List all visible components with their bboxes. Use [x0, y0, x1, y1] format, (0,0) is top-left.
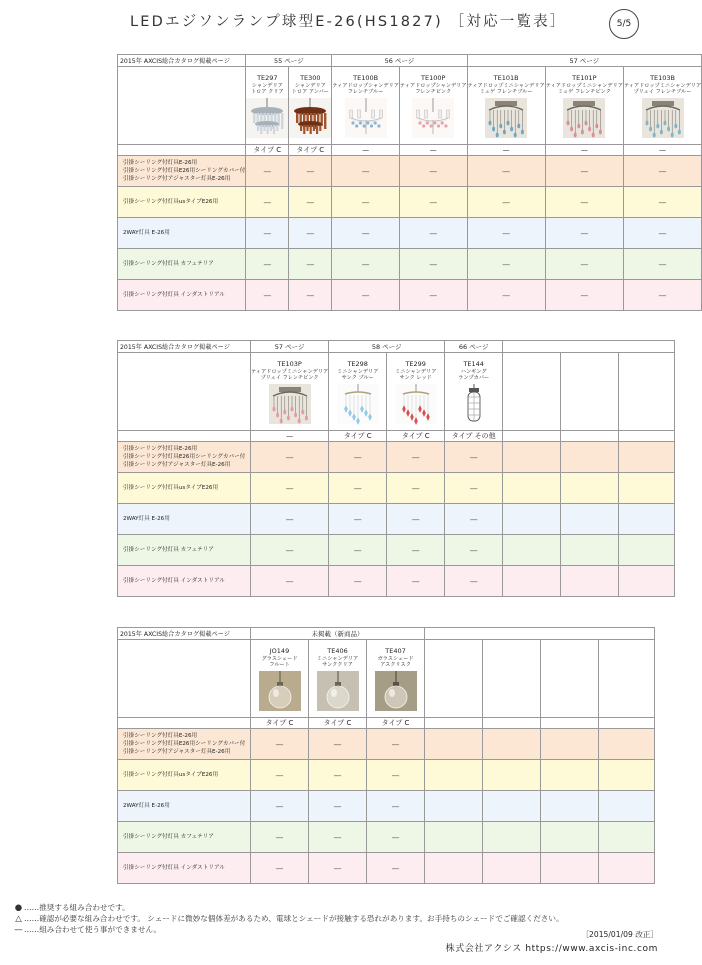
- compatibility-mark: —: [467, 280, 545, 311]
- compatibility-mark: [561, 504, 619, 535]
- product-cell: [599, 640, 655, 718]
- triangle-icon: △: [15, 914, 22, 924]
- compatibility-mark: —: [367, 729, 425, 760]
- product-name: ミュゲ フレンチピンク: [557, 89, 611, 96]
- legend-text: ……組み合わせて使う事ができません。: [24, 925, 162, 934]
- product-name: グラスシェード: [261, 655, 298, 662]
- legend-text: ……確認が必要な組み合わせです。 シェードに微妙な個体差があるため、電球とシェードが接触する恐れがあります。お手持ちのシェードでご確認ください。: [24, 914, 564, 923]
- company-line: 株式会社アクシス https://www.axcis-inc.com: [445, 944, 658, 954]
- product-cell: [561, 353, 619, 431]
- mini-chandelier-pink-icon: [563, 98, 605, 138]
- compatibility-mark: —: [399, 187, 467, 218]
- page-title: LEDエジソンランプ球型E-26(HS1827) ［対応一覧表］: [130, 14, 567, 30]
- compatibility-mark: —: [289, 218, 332, 249]
- compatibility-mark: [561, 442, 619, 473]
- teardrop-chandelier-blue-icon: [345, 98, 387, 138]
- product-cell: [623, 67, 701, 145]
- compatibility-mark: —: [399, 249, 467, 280]
- product-code: TE100B: [353, 74, 379, 83]
- compatibility-mark: —: [309, 760, 367, 791]
- compatibility-mark: —: [367, 760, 425, 791]
- mini-chandelier-cinq-clear-icon: [317, 671, 359, 711]
- fixture-condition-label: [118, 853, 251, 884]
- product-type: —: [623, 145, 701, 156]
- condition-line: 引掛シーリング付アジャスター灯具E-26用: [123, 176, 231, 182]
- compatibility-mark: [599, 760, 655, 791]
- compatibility-mark: —: [329, 442, 387, 473]
- compatibility-mark: —: [399, 218, 467, 249]
- product-type: [541, 718, 599, 729]
- product-cell: [332, 67, 400, 145]
- legend-recommended: [13, 902, 130, 913]
- compatibility-mark: —: [445, 535, 503, 566]
- chandelier-clear-icon: [246, 98, 288, 138]
- product-cell: [425, 640, 483, 718]
- product-code: TE144: [463, 360, 484, 369]
- compatibility-mark: —: [329, 473, 387, 504]
- product-cell: [545, 67, 623, 145]
- compatibility-mark: [425, 791, 483, 822]
- compatibility-mark: —: [445, 566, 503, 597]
- compatibility-mark: [599, 822, 655, 853]
- fixture-condition-label: [118, 791, 251, 822]
- compatibility-mark: —: [329, 504, 387, 535]
- hanging-lamp-cover-icon: [453, 384, 495, 424]
- compatibility-mark: —: [445, 473, 503, 504]
- condition-line: 2WAY灯具 E-26用: [123, 230, 170, 236]
- compatibility-mark: —: [251, 442, 329, 473]
- type-header-blank: [118, 145, 246, 156]
- compatibility-mark: —: [329, 566, 387, 597]
- catalog-page-group: 55 ページ: [246, 55, 332, 67]
- condition-line: 引掛シーリング付灯具E26用シーリングカバー付: [123, 741, 246, 747]
- glass-shade-flute-icon: [259, 671, 301, 711]
- product-name: フレンチブルー: [347, 89, 384, 96]
- condition-line: 引掛シーリング付アジャスター灯具E-26用: [123, 462, 231, 468]
- compatibility-mark: [425, 853, 483, 884]
- product-cell: [445, 353, 503, 431]
- product-type: タイプ C: [367, 718, 425, 729]
- product-type: タイプ C: [289, 145, 332, 156]
- product-type: —: [399, 145, 467, 156]
- compatibility-mark: —: [467, 218, 545, 249]
- product-code: TE407: [385, 647, 406, 656]
- product-cell: [399, 67, 467, 145]
- compatibility-mark: —: [545, 249, 623, 280]
- condition-line: 2WAY灯具 E-26用: [123, 803, 170, 809]
- compatibility-mark: —: [387, 504, 445, 535]
- product-code: TE300: [300, 74, 321, 83]
- product-name: ミニシャンデリア: [316, 655, 359, 662]
- compatibility-mark: —: [246, 156, 289, 187]
- legend-not-usable: [13, 924, 161, 935]
- compatibility-mark: —: [332, 156, 400, 187]
- product-type: [425, 718, 483, 729]
- condition-line: 2WAY灯具 E-26用: [123, 516, 170, 522]
- product-cell: [367, 640, 425, 718]
- compatibility-table-3: [117, 627, 655, 884]
- compatibility-mark: —: [251, 504, 329, 535]
- product-name: フレンチピンク: [415, 89, 452, 96]
- product-cell: [309, 640, 367, 718]
- condition-line: 引掛シーリング付灯具 カフェテリア: [123, 261, 214, 267]
- compatibility-mark: —: [387, 566, 445, 597]
- product-name: プリュイ フレンチブルー: [633, 89, 692, 96]
- compatibility-mark: [599, 729, 655, 760]
- legend-check-needed: [13, 913, 564, 924]
- mini-chandelier-cinq-red-icon: [395, 384, 437, 424]
- fixture-condition-label: [118, 760, 251, 791]
- fixture-condition-label: [118, 822, 251, 853]
- product-name: ティアドロップシャンデリア: [399, 82, 467, 89]
- catalog-page-group: 66 ページ: [445, 341, 503, 353]
- product-code: TE299: [405, 360, 426, 369]
- product-name: シャンデリア: [294, 82, 326, 89]
- product-type: —: [545, 145, 623, 156]
- compatibility-mark: —: [289, 280, 332, 311]
- fixture-condition-label: [118, 218, 246, 249]
- compatibility-mark: [619, 566, 675, 597]
- compatibility-mark: [619, 504, 675, 535]
- condition-line: 引掛シーリング付灯具 カフェテリア: [123, 547, 214, 553]
- compatibility-mark: —: [387, 442, 445, 473]
- chandelier-amber-icon: [289, 98, 331, 138]
- product-type: タイプ C: [309, 718, 367, 729]
- compatibility-mark: —: [367, 791, 425, 822]
- product-name: ティアドロップミニシャンデリア: [623, 82, 702, 89]
- product-code: TE101P: [572, 74, 597, 83]
- product-cell: [329, 353, 387, 431]
- product-cell: [289, 67, 332, 145]
- product-cell: [387, 353, 445, 431]
- compatibility-mark: —: [623, 156, 701, 187]
- fixture-condition-label: [118, 504, 251, 535]
- type-header-blank: [118, 431, 251, 442]
- compatibility-mark: —: [246, 187, 289, 218]
- compatibility-mark: —: [246, 218, 289, 249]
- pluie-chandelier-pink-icon: [269, 384, 311, 424]
- product-code: TE103P: [277, 360, 302, 369]
- product-name: ティアドロップミニシャンデリア: [467, 82, 545, 89]
- product-name: ミュゲ フレンチブルー: [479, 89, 533, 96]
- product-name: ランプカバー: [458, 375, 490, 382]
- compatibility-mark: [599, 791, 655, 822]
- condition-line: 引掛シーリング付灯具 インダストリアル: [123, 865, 225, 871]
- compatibility-mark: —: [251, 535, 329, 566]
- compatibility-mark: —: [309, 791, 367, 822]
- compatibility-mark: [483, 729, 541, 760]
- compatibility-mark: —: [251, 473, 329, 504]
- compatibility-mark: —: [246, 280, 289, 311]
- product-name: プリュイ フレンチピンク: [260, 375, 319, 382]
- compatibility-mark: —: [332, 249, 400, 280]
- catalog-page-group: 57 ページ: [467, 55, 702, 67]
- compatibility-mark: —: [623, 280, 701, 311]
- compatibility-mark: —: [367, 822, 425, 853]
- condition-line: 引掛シーリング付灯具usタイプE26用: [123, 772, 219, 778]
- compatibility-mark: —: [289, 156, 332, 187]
- compatibility-mark: [483, 853, 541, 884]
- compatibility-mark: [425, 760, 483, 791]
- compatibility-mark: [541, 822, 599, 853]
- compatibility-mark: [541, 791, 599, 822]
- compatibility-mark: [483, 791, 541, 822]
- product-cell: [541, 640, 599, 718]
- compatibility-mark: —: [467, 249, 545, 280]
- product-name: サンク ブルー: [341, 375, 374, 382]
- product-type: タイプ C: [329, 431, 387, 442]
- condition-line: 引掛シーリング付灯具 インダストリアル: [123, 578, 225, 584]
- compatibility-mark: —: [399, 280, 467, 311]
- product-name: フルート: [269, 662, 290, 669]
- product-type: —: [332, 145, 400, 156]
- product-type: [599, 718, 655, 729]
- product-code: TE101B: [493, 74, 519, 83]
- catalog-page-group: 58 ページ: [329, 341, 445, 353]
- item-header-blank: [118, 640, 251, 718]
- condition-line: 引掛シーリング付灯具E26用シーリングカバー付: [123, 454, 246, 460]
- catalog-page-group: [425, 628, 655, 640]
- compatibility-mark: —: [289, 249, 332, 280]
- product-type: [561, 431, 619, 442]
- catalog-page-group: [503, 341, 675, 353]
- product-name: ティアドロップミニシャンデリア: [545, 82, 623, 89]
- condition-line: 引掛シーリング付灯具usタイプE26用: [123, 485, 219, 491]
- product-cell: [503, 353, 561, 431]
- product-name: シャンデリア: [251, 82, 283, 89]
- compatibility-mark: —: [251, 791, 309, 822]
- compatibility-mark: —: [332, 218, 400, 249]
- pluie-chandelier-blue-icon: [642, 98, 684, 138]
- compatibility-mark: [425, 729, 483, 760]
- catalog-page-group: 57 ページ: [251, 341, 329, 353]
- compatibility-mark: [425, 822, 483, 853]
- product-type: [483, 718, 541, 729]
- compatibility-mark: [561, 566, 619, 597]
- product-cell: [467, 67, 545, 145]
- product-type: [503, 431, 561, 442]
- compatibility-mark: —: [623, 218, 701, 249]
- product-cell: [251, 353, 329, 431]
- compatibility-mark: —: [309, 853, 367, 884]
- filled-circle-icon: ●: [14, 903, 23, 913]
- compatibility-mark: —: [251, 822, 309, 853]
- product-name: ティアドロップシャンデリア: [332, 82, 399, 89]
- product-code: TE406: [327, 647, 348, 656]
- product-code: TE297: [257, 74, 278, 83]
- compatibility-mark: —: [545, 156, 623, 187]
- compatibility-mark: —: [445, 504, 503, 535]
- compatibility-mark: [503, 473, 561, 504]
- product-name: サンク レッド: [399, 375, 432, 382]
- compatibility-mark: —: [309, 822, 367, 853]
- compatibility-mark: —: [387, 473, 445, 504]
- product-type: タイプ C: [251, 718, 309, 729]
- compatibility-mark: —: [623, 249, 701, 280]
- page-number-badge: 5/5: [609, 9, 639, 39]
- condition-line: 引掛シーリング付アジャスター灯具E-26用: [123, 749, 231, 755]
- condition-line: 引掛シーリング付灯具E-26用: [123, 446, 198, 452]
- compatibility-mark: [541, 729, 599, 760]
- compatibility-mark: [503, 504, 561, 535]
- compatibility-mark: —: [251, 729, 309, 760]
- product-name: ハンギング: [460, 368, 487, 375]
- fixture-condition-label: [118, 156, 246, 187]
- catalog-page-group: 56 ページ: [332, 55, 467, 67]
- product-name: ミニシャンデリア: [395, 368, 437, 375]
- compatibility-mark: —: [289, 187, 332, 218]
- catalog-page-label: 2015年 AXCIS総合カタログ掲載ページ: [118, 55, 246, 67]
- product-type: タイプ C: [387, 431, 445, 442]
- compatibility-mark: [503, 566, 561, 597]
- fixture-condition-label: [118, 473, 251, 504]
- product-name: ティアドロップミニシャンデリア: [251, 368, 329, 375]
- fixture-condition-label: [118, 442, 251, 473]
- compatibility-mark: [503, 442, 561, 473]
- product-name: トロア アンバー: [291, 89, 329, 96]
- catalog-page-label: 2015年 AXCIS総合カタログ掲載ページ: [118, 628, 251, 640]
- compatibility-mark: —: [545, 218, 623, 249]
- condition-line: 引掛シーリング付灯具E-26用: [123, 733, 198, 739]
- type-header-blank: [118, 718, 251, 729]
- glass-shade-asterisk-icon: [375, 671, 417, 711]
- product-type: —: [251, 431, 329, 442]
- product-type: タイプ C: [246, 145, 289, 156]
- compatibility-mark: [541, 853, 599, 884]
- compatibility-mark: —: [251, 566, 329, 597]
- product-type: —: [467, 145, 545, 156]
- compatibility-mark: —: [467, 156, 545, 187]
- compatibility-mark: [483, 760, 541, 791]
- product-name: ミニシャンデリア: [337, 368, 379, 375]
- dash-icon: —: [14, 925, 23, 935]
- condition-line: 引掛シーリング付灯具usタイプE26用: [123, 199, 219, 205]
- catalog-page-group: 未掲載（新商品）: [251, 628, 425, 640]
- product-name: サンククリア: [322, 662, 353, 669]
- compatibility-mark: —: [367, 853, 425, 884]
- compatibility-table-1: [117, 54, 702, 311]
- condition-line: 引掛シーリング付灯具E26用シーリングカバー付: [123, 168, 246, 174]
- product-code: JO149: [269, 647, 290, 656]
- compatibility-mark: —: [246, 249, 289, 280]
- product-cell: [246, 67, 289, 145]
- product-code: TE100P: [421, 74, 446, 83]
- product-code: TE103B: [650, 74, 676, 83]
- compatibility-mark: —: [332, 187, 400, 218]
- compatibility-mark: —: [545, 280, 623, 311]
- compatibility-mark: —: [387, 535, 445, 566]
- compatibility-mark: [483, 822, 541, 853]
- product-cell: [619, 353, 675, 431]
- compatibility-mark: —: [309, 729, 367, 760]
- product-type: タイプ その他: [445, 431, 503, 442]
- compatibility-table-2: [117, 340, 675, 597]
- fixture-condition-label: [118, 566, 251, 597]
- fixture-condition-label: [118, 187, 246, 218]
- compatibility-mark: [561, 535, 619, 566]
- compatibility-mark: [561, 473, 619, 504]
- compatibility-mark: —: [545, 187, 623, 218]
- product-name: ガラスシェード: [377, 655, 414, 662]
- compatibility-mark: [619, 473, 675, 504]
- revision-date: ［2015/01/09 改正］: [581, 930, 658, 939]
- compatibility-mark: —: [445, 442, 503, 473]
- catalog-page-label: 2015年 AXCIS総合カタログ掲載ページ: [118, 341, 251, 353]
- compatibility-mark: —: [467, 187, 545, 218]
- product-cell: [251, 640, 309, 718]
- compatibility-mark: [619, 442, 675, 473]
- fixture-condition-label: [118, 729, 251, 760]
- compatibility-mark: [619, 535, 675, 566]
- legend-text: ……推奨する組み合わせです。: [24, 903, 130, 912]
- product-name: トロア クリア: [250, 89, 284, 96]
- compatibility-mark: —: [251, 760, 309, 791]
- compatibility-mark: —: [329, 535, 387, 566]
- compatibility-mark: —: [399, 156, 467, 187]
- fixture-condition-label: [118, 280, 246, 311]
- compatibility-mark: [599, 853, 655, 884]
- compatibility-mark: —: [251, 853, 309, 884]
- condition-line: 引掛シーリング付灯具 インダストリアル: [123, 292, 225, 298]
- condition-line: 引掛シーリング付灯具 カフェテリア: [123, 834, 214, 840]
- product-cell: [483, 640, 541, 718]
- teardrop-chandelier-pink-icon: [412, 98, 454, 138]
- compatibility-mark: [503, 535, 561, 566]
- mini-chandelier-blue-icon: [485, 98, 527, 138]
- condition-line: 引掛シーリング付灯具E-26用: [123, 160, 198, 166]
- compatibility-mark: —: [623, 187, 701, 218]
- product-code: TE298: [347, 360, 368, 369]
- fixture-condition-label: [118, 535, 251, 566]
- compatibility-mark: [541, 760, 599, 791]
- item-header-blank: [118, 67, 246, 145]
- product-type: [619, 431, 675, 442]
- item-header-blank: [118, 353, 251, 431]
- mini-chandelier-cinq-blue-icon: [337, 384, 379, 424]
- compatibility-mark: —: [332, 280, 400, 311]
- product-name: アスクリスク: [380, 662, 411, 669]
- fixture-condition-label: [118, 249, 246, 280]
